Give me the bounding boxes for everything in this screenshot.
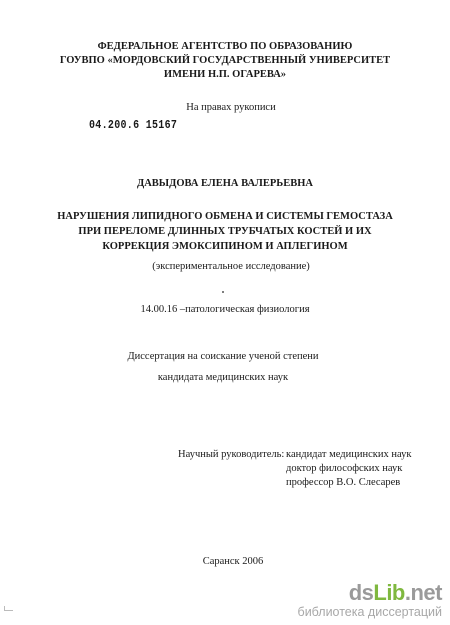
title-line1: НАРУШЕНИЯ ЛИПИДНОГО ОБМЕНА И СИСТЕМЫ ГЕМОСТАЗА — [57, 211, 393, 222]
dslib-watermark — [298, 582, 442, 619]
degree-line1: Диссертация на соискание ученой степени — [127, 351, 319, 362]
supervisor-line3: профессор В.О. Слесарев — [286, 477, 401, 488]
author-name: ДАВЫДОВА ЕЛЕНА ВАЛЕРЬЕВНА — [137, 178, 313, 189]
supervisor-line1: кандидат медицинских наук — [286, 449, 412, 460]
agency-name: ФЕДЕРАЛЬНОЕ АГЕНТСТВО ПО ОБРАЗОВАНИЮ — [97, 41, 353, 52]
supervisor-label: Научный руководитель: — [178, 449, 285, 460]
specialty-code: 14.00.16 –патологическая физиология — [140, 304, 310, 315]
supervisor-line2: доктор философских наук — [286, 463, 403, 474]
dslib-logo — [298, 582, 442, 604]
title-line2: ПРИ ПЕРЕЛОМЕ ДЛИННЫХ ТРУБЧАТЫХ КОСТЕЙ И ИХ — [78, 226, 372, 237]
manuscript-note: На правах рукописи — [186, 102, 276, 113]
logo-ds: ds — [348, 580, 374, 605]
logo-lib: Lib — [373, 580, 405, 605]
logo-net: .net — [404, 580, 442, 605]
registration-stamp: 04.200.6 15167 — [89, 120, 178, 133]
page-corner-mark — [4, 606, 13, 611]
university-name-line2: ИМЕНИ Н.П. ОГАРЕВА» — [163, 69, 287, 80]
watermark-subtitle: библиотека диссертаций — [297, 605, 442, 619]
degree-line2: кандидата медицинских наук — [157, 372, 289, 383]
place-year: Саранск 2006 — [202, 556, 264, 567]
stray-dot — [222, 291, 224, 293]
title-line3: КОРРЕКЦИЯ ЭМОКСИПИНОМ И АПЛЕГИНОМ — [102, 241, 348, 252]
study-type: (экспериментальное исследование) — [152, 261, 310, 272]
university-name-line1: ГОУВПО «МОРДОВСКИЙ ГОСУДАРСТВЕННЫЙ УНИВЕРСИТЕТ — [59, 55, 391, 66]
